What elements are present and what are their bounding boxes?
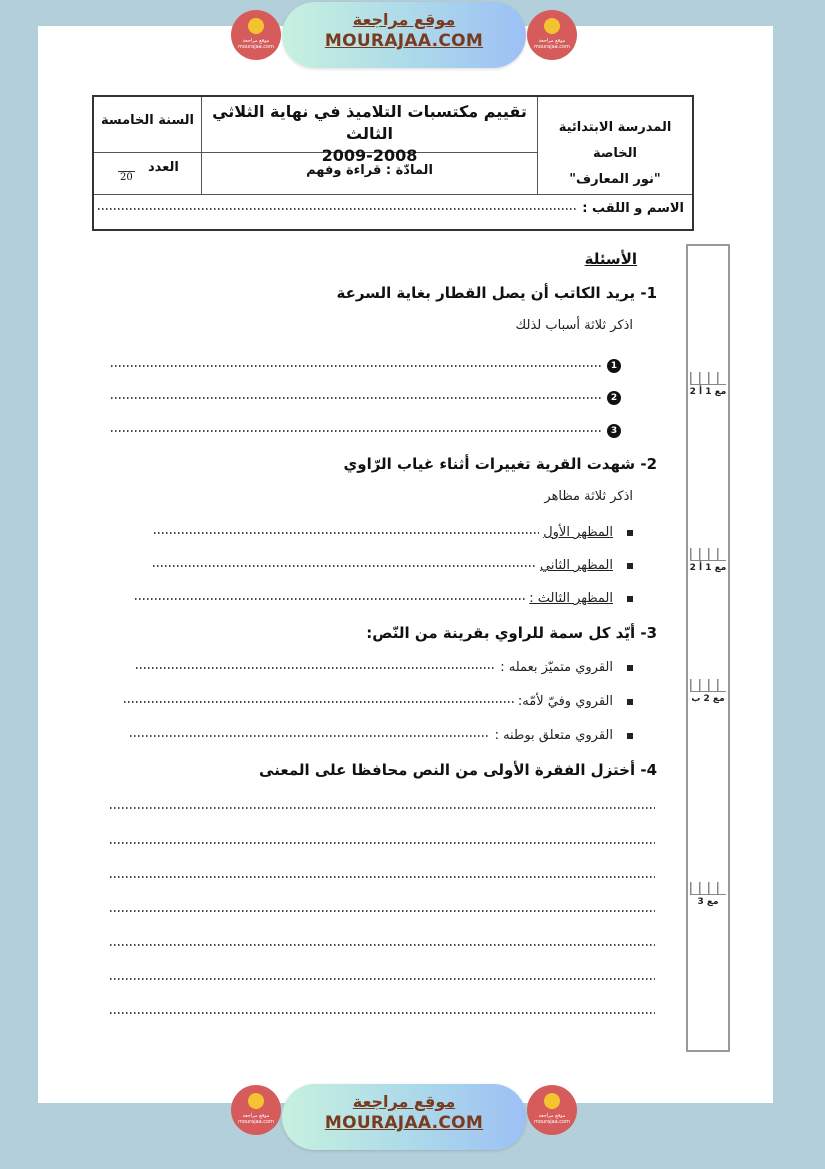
school-name: المدرسة الابتدائية الخاصة <box>558 120 672 161</box>
logo-caption-ar: موقع مراجعة <box>242 38 270 44</box>
site-logo-left <box>231 1085 281 1135</box>
question-1-instruction: اذكر ثلاثة أسباب لذلك <box>515 318 633 333</box>
bullet-icon <box>627 665 633 671</box>
student-name-field[interactable] <box>94 194 692 231</box>
answer-1-2[interactable] <box>111 390 621 405</box>
exam-year-range: 2009-2008 <box>321 146 418 165</box>
answer-4-line[interactable] <box>110 944 655 946</box>
answer-2-3[interactable] <box>135 591 633 606</box>
site-logo-right <box>527 10 577 60</box>
answer-line[interactable] <box>111 430 601 432</box>
answer-1-3[interactable] <box>111 423 621 438</box>
grade-ticks <box>690 548 726 561</box>
grade-box-q4 <box>688 882 728 907</box>
item-label: المظهر الثاني <box>540 558 613 573</box>
answer-line[interactable] <box>124 701 514 703</box>
logo-caption-ar: موقع مراجعة <box>242 1113 270 1119</box>
bullet-icon <box>627 733 633 739</box>
book-icon <box>544 18 560 34</box>
question-1: 1- يريد الكاتب أن يصل القطار بغاية السرعة <box>336 284 657 302</box>
grade-ticks <box>690 679 726 692</box>
item-label: القروي متعلق بوطنه : <box>494 728 613 743</box>
site-banner-bottom <box>0 1082 825 1162</box>
exam-title-cell <box>201 97 537 165</box>
item-label: القروي متميّز بعمله : <box>500 660 613 675</box>
book-icon <box>248 1093 264 1109</box>
bullet-icon <box>627 530 633 536</box>
grade-box-q3 <box>688 679 728 704</box>
grade-label: مع 2 ب <box>691 694 725 704</box>
site-banner-top <box>0 0 825 80</box>
number-one-icon: 1 <box>607 359 621 373</box>
logo-caption-en: mourajaa.com <box>237 44 274 50</box>
answer-line[interactable] <box>111 397 601 399</box>
logo-caption-ar: موقع مراجعة <box>538 38 566 44</box>
student-name-line[interactable] <box>98 208 578 210</box>
grade-ticks <box>690 882 726 895</box>
logo-caption-en: mourajaa.com <box>533 1119 570 1125</box>
answer-4-line[interactable] <box>110 807 655 809</box>
grade-level-cell: السنة الخامسة <box>94 97 201 153</box>
site-name-arabic: موقع مراجعة <box>352 1092 456 1111</box>
item-label: القروي وفيّ لأمّه: <box>517 694 613 709</box>
book-icon <box>544 1093 560 1109</box>
grade-box-q2 <box>688 548 728 573</box>
answer-line[interactable] <box>135 598 525 600</box>
site-link-button[interactable] <box>282 2 526 68</box>
grade-label: مع 1 أ 2 <box>689 387 727 397</box>
answer-2-2[interactable] <box>153 558 633 573</box>
subject-cell: المادّة : قراءة وفهم <box>201 153 537 194</box>
question-4: 4- أختزل الفقرة الأولى من النص محافظا على المعنى <box>259 761 657 779</box>
question-3: 3- أيّد كل سمة للراوي بقرينة من النّص: <box>366 624 657 642</box>
site-link-button[interactable] <box>282 1084 526 1150</box>
grade-label: مع 1 أ 2 <box>689 563 727 573</box>
site-name-arabic: موقع مراجعة <box>352 10 456 29</box>
site-logo-right <box>527 1085 577 1135</box>
answer-line[interactable] <box>153 565 536 567</box>
book-icon <box>248 18 264 34</box>
question-2: 2- شهدت القرية تغييرات أثناء غياب الرّاوي <box>343 455 657 473</box>
score-label: العدد <box>148 160 179 175</box>
item-label: المظهر الأول <box>543 525 613 540</box>
answer-4-line[interactable] <box>110 978 655 980</box>
answer-line[interactable] <box>130 735 490 737</box>
grading-column <box>686 244 730 1052</box>
student-name-label: الاسم و اللقب : <box>582 201 684 216</box>
logo-caption-en: mourajaa.com <box>237 1119 274 1125</box>
answer-line[interactable] <box>136 667 496 669</box>
logo-caption-ar: موقع مراجعة <box>538 1113 566 1119</box>
exam-title: تقييم مكتسبات التلاميذ في نهاية الثلاثي الثالث <box>212 102 527 143</box>
score-cell <box>94 153 201 194</box>
bullet-icon <box>627 699 633 705</box>
item-label: المظهر الثالث : <box>529 591 613 606</box>
number-two-icon: 2 <box>607 391 621 405</box>
answer-3-1[interactable] <box>136 660 633 675</box>
school-subname: "نور المعارف" <box>569 172 661 187</box>
answer-4-line[interactable] <box>110 842 655 844</box>
site-name-latin: MOURAJAA.COM <box>324 31 484 51</box>
grade-ticks <box>690 372 726 385</box>
answer-4-line[interactable] <box>110 910 655 912</box>
answer-3-2[interactable] <box>124 694 633 709</box>
bullet-icon <box>627 563 633 569</box>
answer-4-line[interactable] <box>110 1012 655 1014</box>
number-three-icon: 3 <box>607 424 621 438</box>
answer-line[interactable] <box>111 365 601 367</box>
bullet-icon <box>627 596 633 602</box>
answer-1-1[interactable] <box>111 358 621 373</box>
question-2-instruction: اذكر ثلاثة مظاهر <box>544 489 633 504</box>
school-name-cell <box>537 97 692 194</box>
grade-label: مع 3 <box>697 897 719 907</box>
answer-4-line[interactable] <box>110 876 655 878</box>
answer-2-1[interactable] <box>154 525 633 540</box>
site-name-latin: MOURAJAA.COM <box>324 1113 484 1133</box>
grade-box-q1 <box>688 372 728 397</box>
logo-caption-en: mourajaa.com <box>533 44 570 50</box>
score-total: 20 <box>120 172 133 183</box>
questions-title: الأسئلة <box>584 250 637 268</box>
answer-3-3[interactable] <box>130 728 633 743</box>
answer-line[interactable] <box>154 532 539 534</box>
site-logo-left <box>231 10 281 60</box>
exam-header-table <box>92 95 694 231</box>
